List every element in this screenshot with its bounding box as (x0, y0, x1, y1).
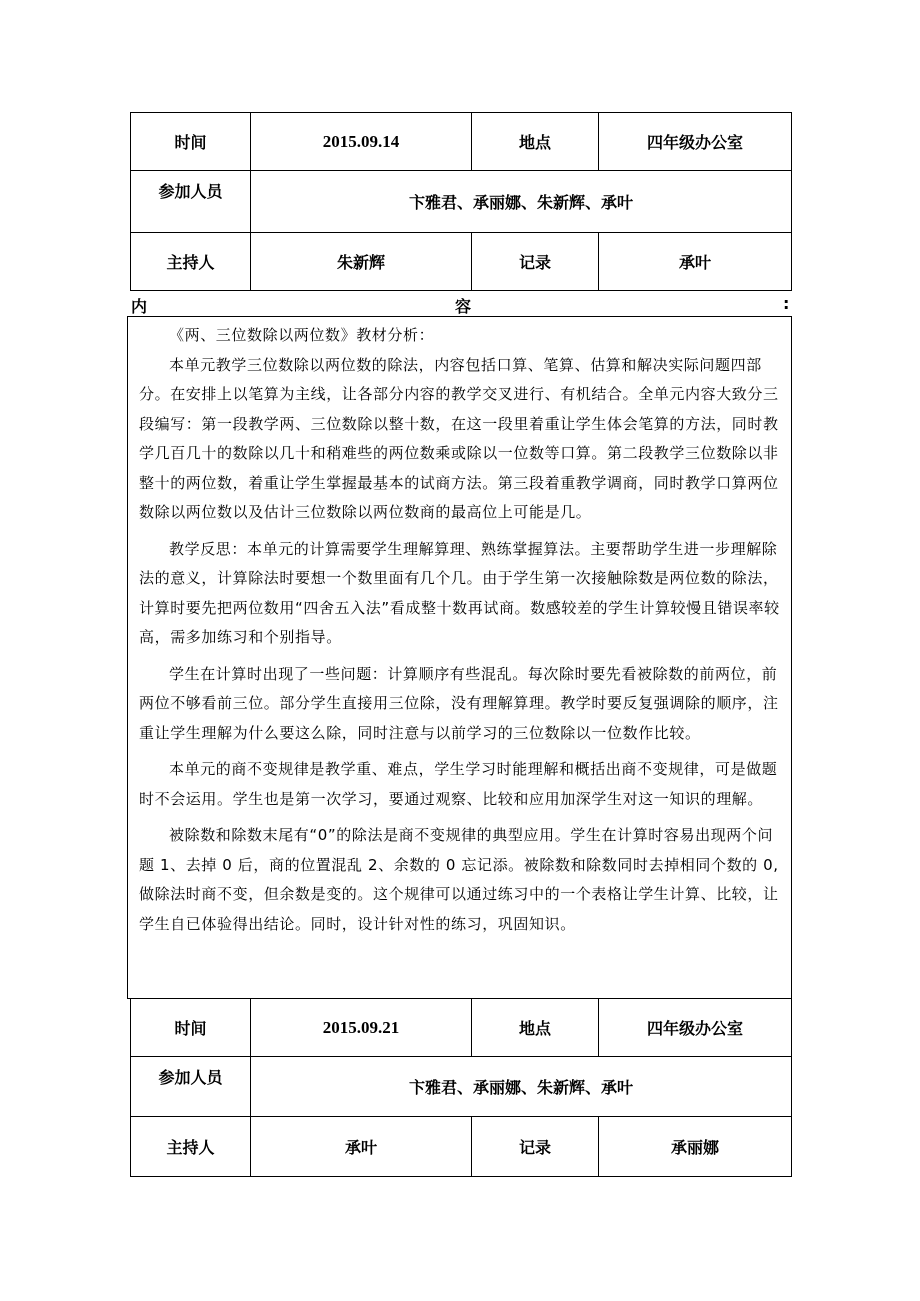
time-label: 时间 (131, 113, 251, 171)
place-label: 地点 (472, 999, 599, 1057)
attendees-value: 卞雅君、承丽娜、朱新辉、承叶 (251, 171, 792, 233)
content-header-part-3: : (783, 294, 790, 313)
recorder-label: 记录 (472, 1117, 599, 1177)
time-label: 时间 (131, 999, 251, 1057)
table-row (131, 233, 792, 291)
table-row (131, 171, 792, 233)
content-paragraph: 学生在计算时出现了一些问题：计算顺序有些混乱。每次除时要先看被除数的前两位，前两位不够看前三位。部分学生直接用三位除，没有理解算理。教学时要反复强调除的顺序，注重让学生理解为什么要这么除，同时注意与以前学习的三位数除以一位数作比较。 (139, 664, 779, 742)
recorder-value: 承丽娜 (599, 1117, 792, 1177)
meeting-place: 四年级办公室 (599, 113, 792, 171)
content-paragraph: 《两、三位数除以两位数》教材分析： (169, 326, 435, 344)
meeting-date: 2015.09.21 (251, 999, 472, 1057)
content-header-part-2: 容 (455, 297, 472, 316)
meeting-info-table-2 (130, 998, 792, 1177)
host-value: 承叶 (251, 1117, 472, 1177)
table-row (131, 999, 792, 1057)
content-header-part-1: 内 (131, 297, 148, 316)
content-paragraph: 本单元教学三位数除以两位数的除法，内容包括口算、笔算、估算和解决实际问题四部分。在安排上以笔算为主线，让各部分内容的教学交叉进行、有机结合。全单元内容大致分三段编写：第一段教学两、三位数除以整十数，在这一段里着重让学生体会笔算的方法，同时教学几百几十的数除以几十和稍难些的两位数乘或除以一位数等口算。第二段教学三位数除以非整十的两位数，着重让学生掌握最基本的试商方法。第三段着重教学调商，同时教学口算两位数除以两位数以及估计三位数除以两位数商的最高位上可能是几。 (139, 355, 779, 521)
table-row (131, 113, 792, 171)
recorder-label: 记录 (472, 233, 599, 291)
meeting-place: 四年级办公室 (599, 999, 792, 1057)
attendees-value: 卞雅君、承丽娜、朱新辉、承叶 (251, 1057, 792, 1117)
host-value: 朱新辉 (251, 233, 472, 291)
attendees-label: 参加人员 (131, 171, 251, 233)
place-label: 地点 (472, 113, 599, 171)
table-row (131, 1057, 792, 1117)
table-row (131, 1117, 792, 1177)
attendees-label: 参加人员 (131, 1057, 251, 1117)
meeting-date: 2015.09.14 (251, 113, 472, 171)
content-box (127, 316, 792, 999)
content-paragraph: 教学反思：本单元的计算需要学生理解算理、熟练掌握算法。主要帮助学生进一步理解除法的意义，计算除法时要想一个数里面有几个几。由于学生第一次接触除数是两位数的除法，计算时要先把两位数用“四舍五入法”看成整十数再试商。数感较差的学生计算较慢且错误率较高，需多加练习和个别指导。 (139, 539, 780, 646)
meeting-info-table-1 (130, 112, 792, 291)
content-header (130, 294, 792, 316)
recorder-value: 承叶 (599, 233, 792, 291)
content-paragraph: 被除数和除数末尾有“0”的除法是商不变规律的典型应用。学生在计算时容易出现两个问题 1、去掉 0 后，商的位置混乱 2、余数的 0 忘记添。被除数和除数同时去掉相同个数的 0,做除法时商不变，但余数是变的。这个规律可以通过练习中的一个表格让学生计算、比较，让学生自已体验得出结论。同时，设计针对性的练习，巩固知识。 (139, 826, 779, 933)
host-label: 主持人 (131, 1117, 251, 1177)
content-paragraph: 本单元的商不变规律是教学重、难点，学生学习时能理解和概括出商不变规律，可是做题时不会运用。学生也是第一次学习，要通过观察、比较和应用加深学生对这一知识的理解。 (139, 760, 778, 808)
host-label: 主持人 (131, 233, 251, 291)
